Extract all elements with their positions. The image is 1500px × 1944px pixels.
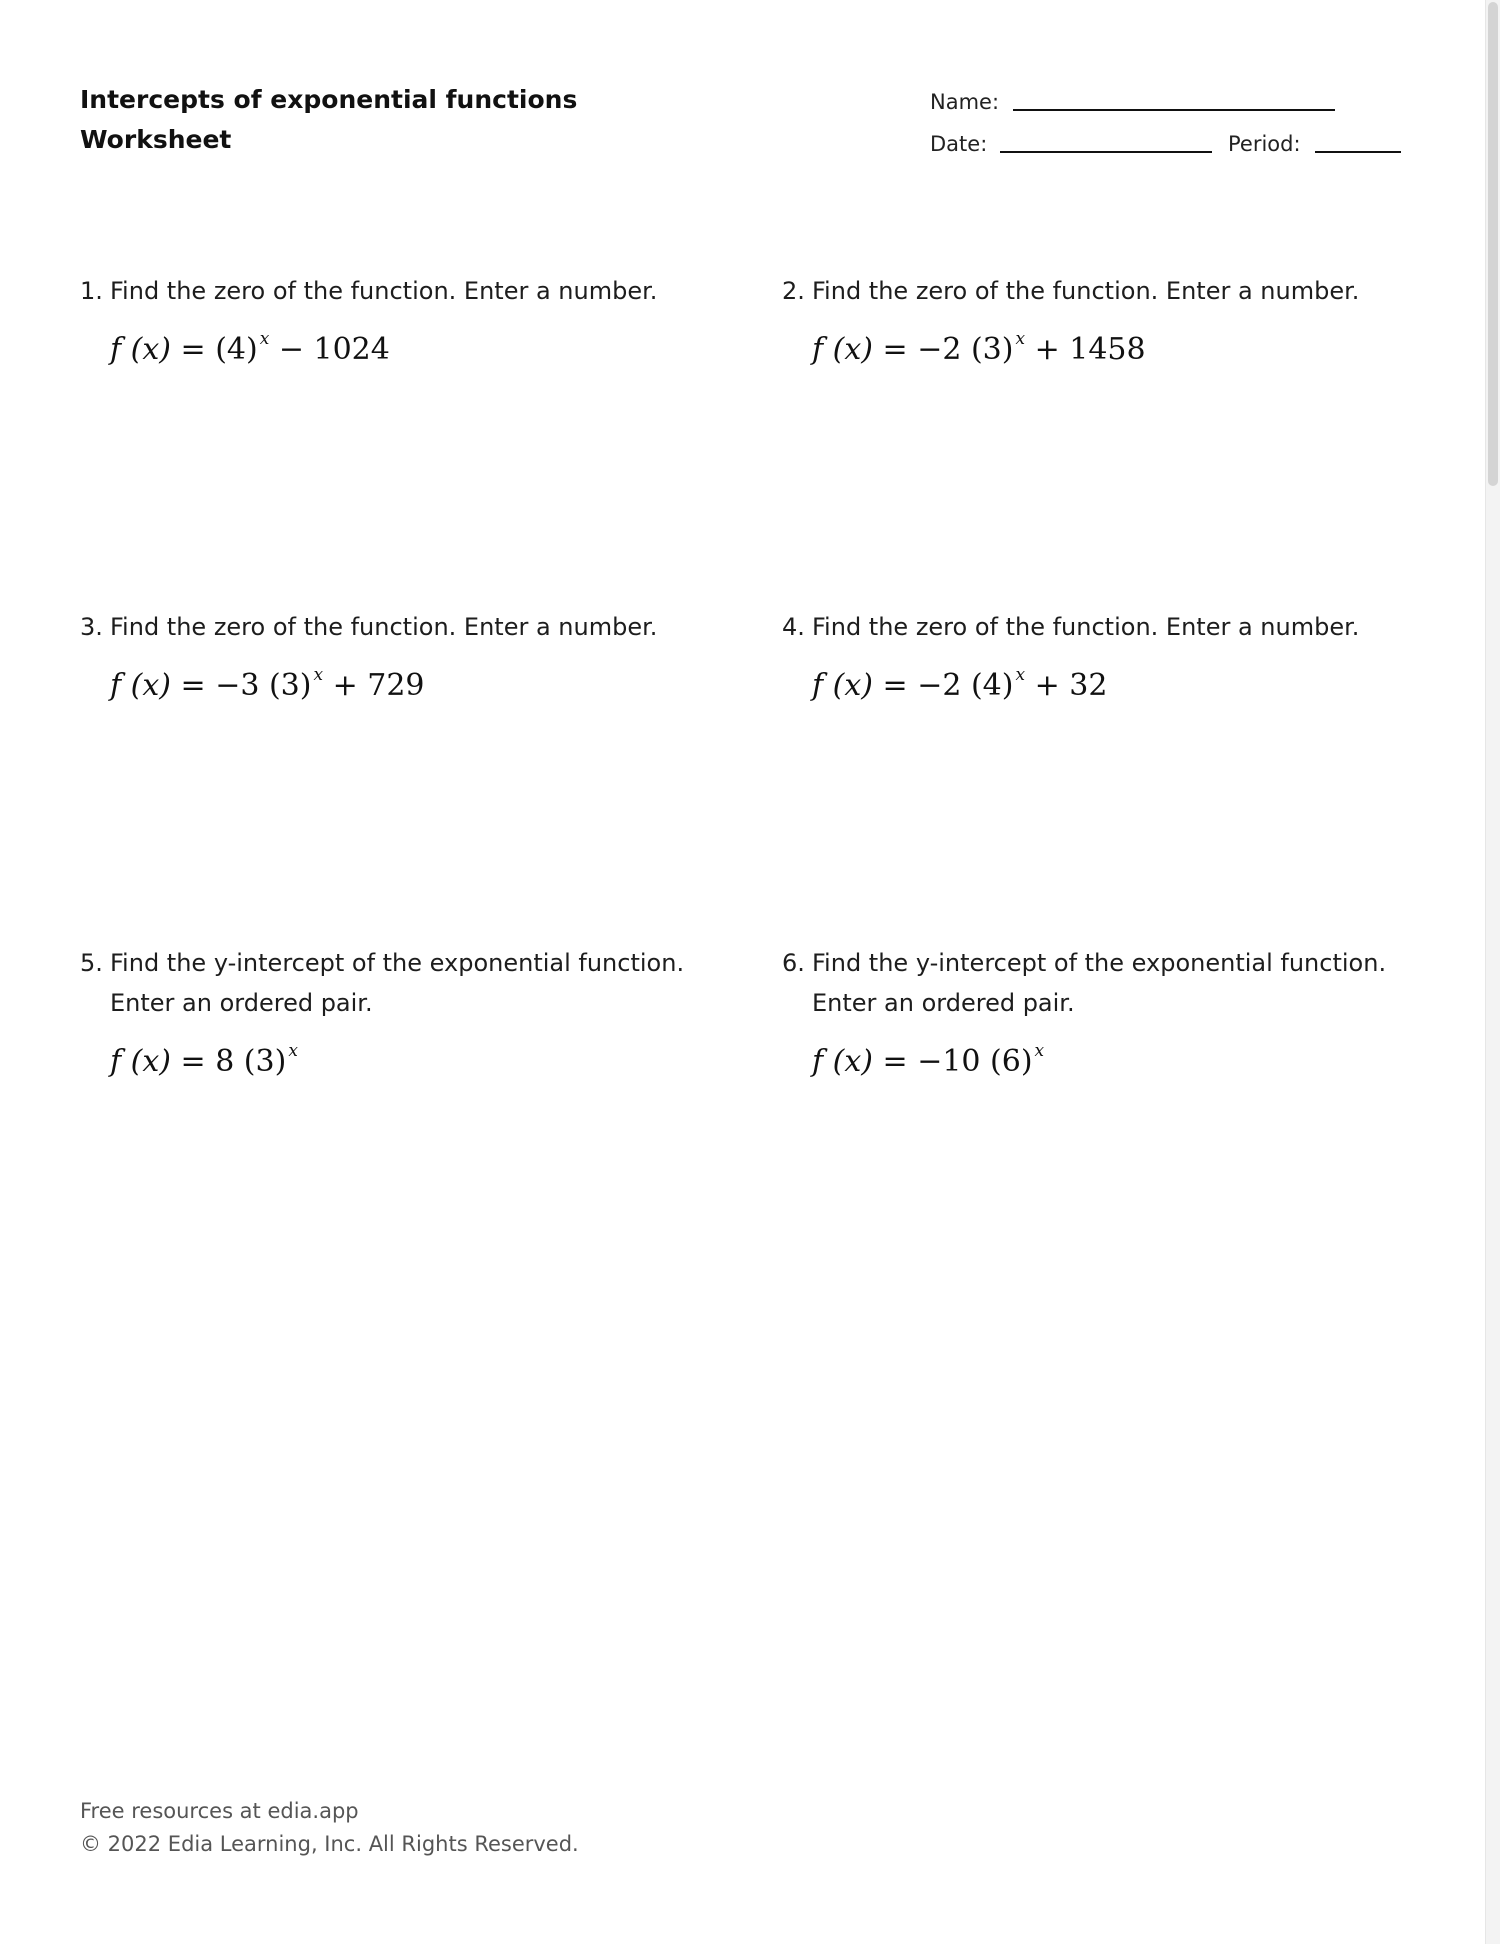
name-row [930,88,1405,130]
problem-instruction: Find the zero of the function. Enter a number. [110,277,658,305]
vertical-scrollbar[interactable] [1485,0,1500,1944]
problem-prompt [782,943,1422,1023]
problem-prompt [80,943,720,1023]
function-formula [782,659,1422,706]
date-blank[interactable] [1000,151,1212,153]
footer-resources: Free resources at edia.app [80,1799,359,1823]
problem-3 [80,607,720,706]
problem-number: 6. [782,949,805,977]
problem-prompt [80,271,720,311]
function-formula [80,659,720,706]
title-block [80,80,577,160]
function-formula [782,323,1422,370]
problem-instruction: Find the zero of the function. Enter a number. [812,613,1360,641]
problem-prompt [782,271,1422,311]
footer-copyright: © 2022 Edia Learning, Inc. All Rights Reserved. [80,1832,579,1856]
formula-base: (4) [215,332,258,367]
formula-exponent: x [259,329,270,349]
formula-exponent: x [1034,1041,1045,1061]
formula-base: 8 (3) [215,1044,287,1079]
problem-instruction: Find the zero of the function. Enter a number. [110,613,658,641]
scrollbar-thumb[interactable] [1488,2,1498,486]
formula-base: −3 (3) [215,668,312,703]
problem-number: 4. [782,613,805,641]
formula-exponent: x [313,665,324,685]
formula-constant: + 729 [323,668,425,703]
formula-base: −10 (6) [917,1044,1033,1079]
problem-number: 1. [80,277,103,305]
page-title: Intercepts of exponential functions [80,85,578,114]
period-blank[interactable] [1315,151,1401,153]
problem-instruction: Find the zero of the function. Enter a number. [812,277,1360,305]
formula-lhs: f (x) = [812,1044,918,1079]
formula-exponent: x [1015,329,1026,349]
problem-6 [782,943,1422,1082]
formula-lhs: f (x) = [812,668,918,703]
name-blank[interactable] [1013,109,1335,111]
problem-number: 3. [80,613,103,641]
problem-number: 5. [80,949,103,977]
formula-constant: + 1458 [1025,332,1146,367]
formula-exponent: x [1015,665,1026,685]
problem-4 [782,607,1422,706]
period-label: Period: [1228,132,1301,156]
function-formula [80,323,720,370]
formula-exponent: x [288,1041,298,1061]
formula-base: −2 (3) [917,332,1014,367]
problem-1 [80,271,720,370]
problem-instruction: Find the y-intercept of the exponential function. Enter an ordered pair. [110,949,685,1017]
problem-5 [80,943,720,1082]
formula-constant: + 32 [1025,668,1108,703]
problem-instruction: Find the y-intercept of the exponential function. Enter an ordered pair. [812,949,1387,1017]
formula-lhs: f (x) = [110,1044,216,1079]
page-subtitle: Worksheet [80,125,232,154]
problem-number: 2. [782,277,805,305]
footer [80,1795,579,1861]
date-label: Date: [930,132,988,156]
name-label: Name: [930,90,1000,114]
formula-base: −2 (4) [917,668,1014,703]
problem-2 [782,271,1422,370]
problem-prompt [782,607,1422,647]
date-period-row [930,130,1405,172]
student-info [930,88,1405,172]
problem-prompt [80,607,720,647]
formula-lhs: f (x) = [812,332,918,367]
formula-constant: − 1024 [269,332,390,367]
function-formula [80,1035,720,1082]
function-formula [782,1035,1422,1082]
formula-lhs: f (x) = [110,332,216,367]
formula-lhs: f (x) = [110,668,216,703]
